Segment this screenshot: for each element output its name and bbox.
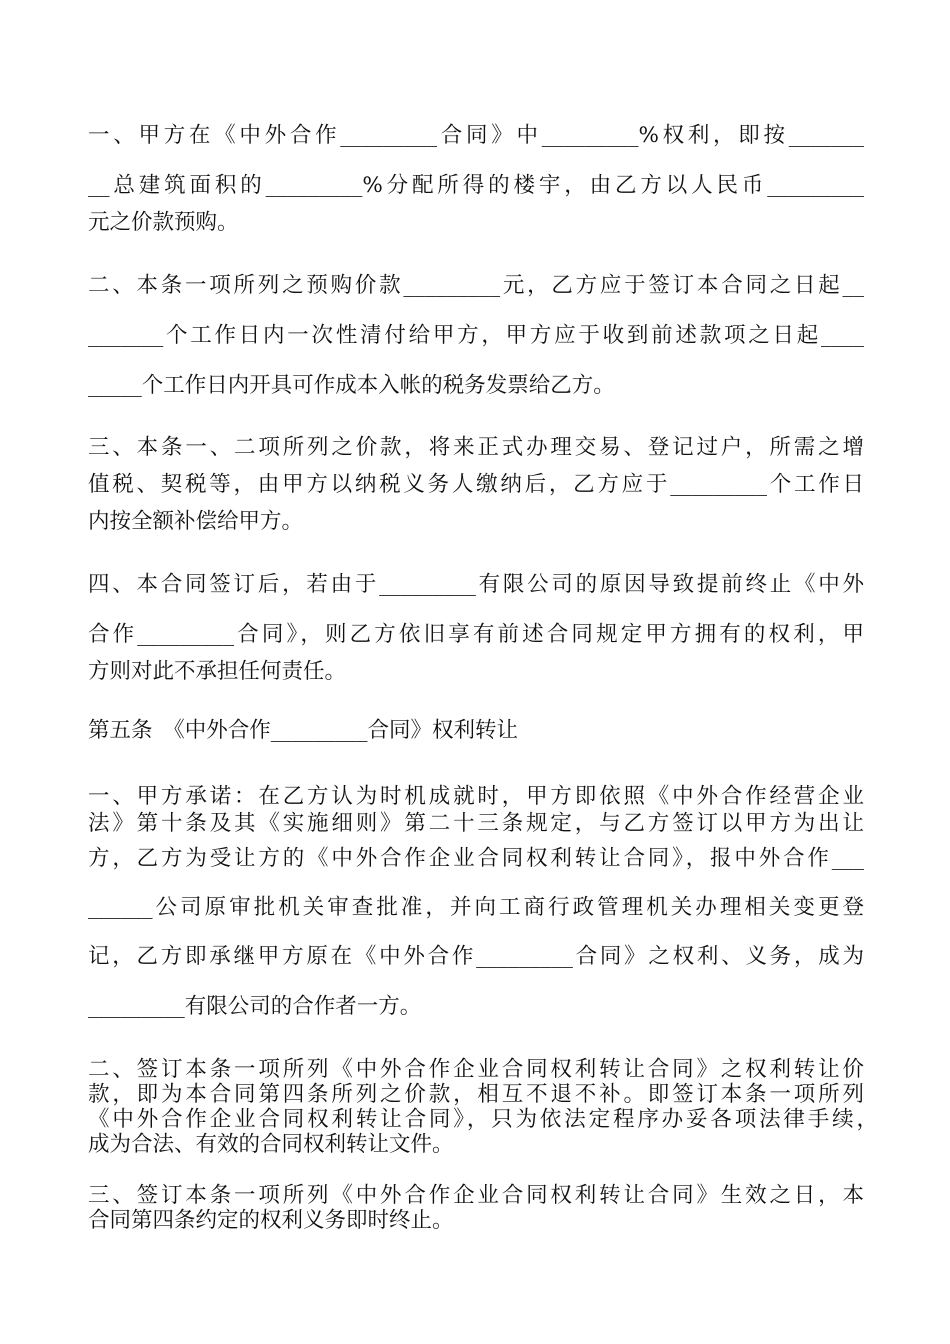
clause-3-line-1: 三、本条一、二项所列之价款，将来正式办理交易、登记过户，所需之增 (88, 435, 864, 460)
clause-4-line-1: 四、本合同签订后，若由于_________有限公司的原因导致提前终止《中外 (88, 572, 864, 597)
clause-3-line-2: 值税、契税等，由甲方以纳税义务人缴纳后，乙方应于_________个工作日 (88, 472, 864, 497)
clause-3-line-3: 内按全额补偿给甲方。 (88, 509, 304, 534)
art5-clause-1-line-6: _________有限公司的合作者一方。 (88, 994, 422, 1019)
art5-clause-1-line-3: 方，乙方为受让方的《中外合作企业合同权利转让合同》，报中外合作___ (88, 846, 864, 871)
clause-2-line-3: _____个工作日内开具可作成本入帐的税务发票给乙方。 (88, 373, 615, 398)
clause-1-line-3: 元之价款预购。 (88, 210, 239, 235)
art5-clause-1-line-2: 法》第十条及其《实施细则》第二十三条规定，与乙方签订以甲方为出让 (88, 811, 864, 836)
clause-1-line-1: 一、甲方在《中外合作_________合同》中_________%权利，即按_______ (88, 123, 864, 148)
clause-2-line-1: 二、本条一项所列之预购价款_________元，乙方应于签订本合同之日起__ (88, 273, 864, 298)
clause-2-line-2: _______个工作日内一次性清付给甲方，甲方应于收到前述款项之日起____ (88, 323, 864, 348)
art5-clause-2-line-1: 二、签订本条一项所列《中外合作企业合同权利转让合同》之权利转让价 (88, 1057, 864, 1082)
article-5-heading: 第五条 《中外合作_________合同》权利转让 (88, 718, 519, 743)
art5-clause-1-line-4: ______公司原审批机关审查批准，并向工商行政管理机关办理相关变更登 (88, 895, 864, 920)
art5-clause-2-line-3: 《中外合作企业合同权利转让合同》，只为依法定程序办妥各项法律手续， (88, 1107, 878, 1132)
art5-clause-2-line-2: 款，即为本合同第四条所列之价款，相互不退不补。即签订本条一项所列 (88, 1082, 864, 1107)
art5-clause-2-line-4: 成为合法、有效的合同权利转让文件。 (88, 1132, 454, 1157)
art5-clause-1-line-1: 一、甲方承诺：在乙方认为时机成就时，甲方即依照《中外合作经营企业 (88, 784, 864, 809)
clause-4-line-2: 合作_________合同》，则乙方依旧享有前述合同规定甲方拥有的权利，甲 (88, 622, 864, 647)
art5-clause-1-line-5: 记，乙方即承继甲方原在《中外合作_________合同》之权利、义务，成为 (88, 944, 864, 969)
clause-1-line-2: __总建筑面积的_________%分配所得的楼宇，由乙方以人民币_________ (88, 173, 864, 198)
art5-clause-3-line-2: 合同第四条约定的权利义务即时终止。 (88, 1208, 454, 1233)
art5-clause-3-line-1: 三、签订本条一项所列《中外合作企业合同权利转让合同》生效之日，本 (88, 1183, 864, 1208)
clause-4-line-3: 方则对此不承担任何责任。 (88, 659, 347, 684)
